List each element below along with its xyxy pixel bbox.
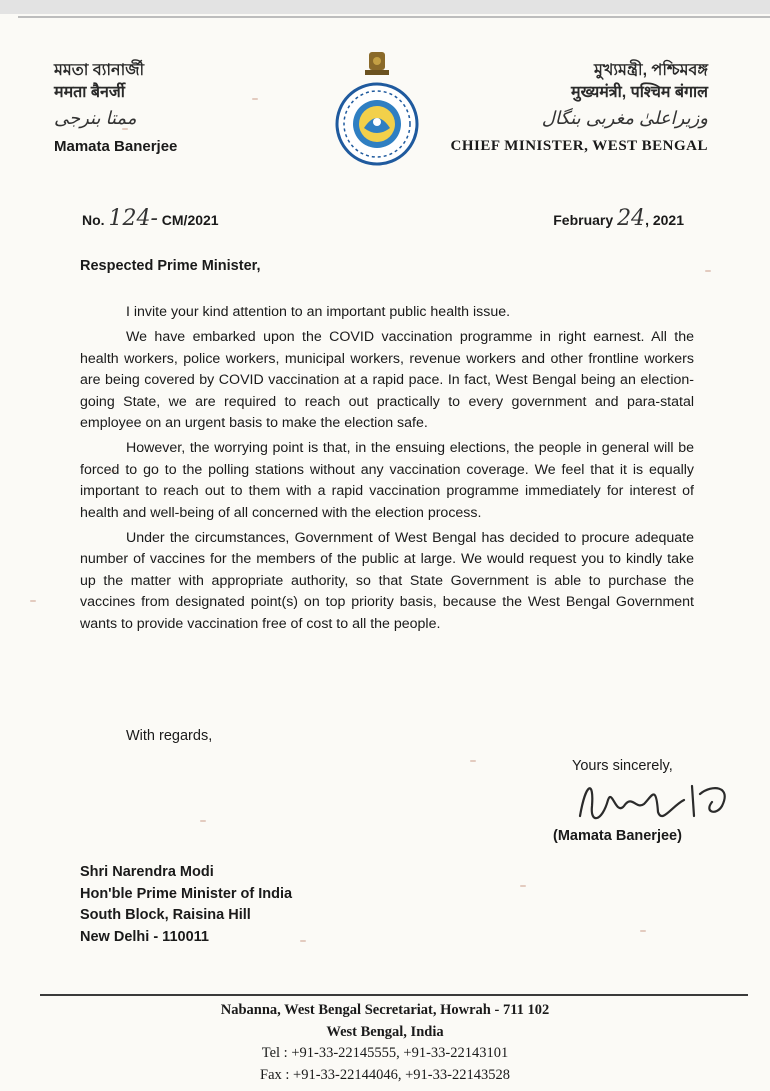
footer-region: West Bengal, India — [326, 1023, 444, 1040]
ref-prefix: No. — [82, 212, 105, 228]
letter-date — [553, 206, 684, 231]
hindi-title: मुख्यमंत्री, पश्चिम बंगाल — [571, 84, 708, 101]
letterhead-footer — [0, 1000, 770, 1086]
closing: Yours sincerely, — [572, 758, 673, 774]
footer-address: Nabanna, West Bengal Secretariat, Howrah - 711 102 — [220, 1002, 550, 1018]
paper-fleck — [30, 600, 36, 602]
paper-fleck — [520, 885, 526, 887]
paper-fleck — [252, 98, 258, 100]
paper-top-edge — [18, 16, 770, 18]
urdu-title: وزیراعلیٰ مغربی بنگال — [541, 108, 708, 128]
addressee-name: Shri Narendra Modi — [80, 864, 214, 880]
addressee-city: New Delhi - 110011 — [80, 928, 209, 945]
date-year: , 2021 — [645, 212, 684, 228]
date-day-handwritten: 24 — [617, 206, 646, 231]
date-month: February — [553, 212, 614, 228]
letterhead-right — [451, 60, 708, 155]
regards: With regards, — [126, 728, 213, 744]
paragraph: I invite your kind attention to an important public health issue. — [126, 304, 511, 320]
lion-capital-icon — [365, 52, 389, 75]
addressee-street: South Block, Raisina Hill — [80, 907, 251, 923]
paper-fleck — [470, 760, 476, 762]
paragraph: We have embarked upon the COVID vaccination programme in right earnest. All the health workers, police workers, municipal workers, revenue workers and other frontline workers are being covered by COVID vaccination at a rapid pace. In fact, West Bengal being an election-going State, we are required to reach out practically to every government and para-statal employee on an urgent basis to make the election safe. — [80, 329, 694, 432]
letter-body — [80, 302, 694, 639]
signatory-name: (Mamata Banerjee) — [553, 828, 682, 844]
paper-fleck — [300, 940, 306, 942]
paper-fleck — [705, 270, 711, 272]
biswa-bangla-seal-icon — [337, 84, 417, 164]
salutation: Respected Prime Minister, — [80, 258, 261, 274]
scan-top-margin — [0, 0, 770, 14]
paper-fleck — [640, 930, 646, 932]
footer-telephone: Tel : +91-33-22145555, +91-33-22143101 — [261, 1045, 509, 1061]
addressee-title: Hon'ble Prime Minister of India — [80, 885, 293, 902]
footer-fax: Fax : +91-33-22144046, +91-33-22143528 — [260, 1066, 510, 1083]
hindi-name: ममता बैनर्जी — [54, 84, 125, 101]
bengali-title: মুখ্যমন্ত্রী, পশ্চিমবঙ্গ — [593, 62, 708, 79]
letterhead-left — [54, 60, 177, 155]
footer-divider — [40, 994, 748, 996]
reference-number — [82, 206, 219, 231]
bengali-name: মমতা ব্যানার্জী — [54, 62, 145, 79]
paper-fleck — [200, 820, 206, 822]
paragraph: However, the worrying point is that, in the ensuing elections, the people in general will be forced to go to the polling stations without any vaccination coverage. We feel that it is equally important to reach out to them with a rapid vaccination programme immediately for interest of health and well-being of all concerned with the election process. — [80, 440, 694, 521]
english-name: Mamata Banerjee — [54, 138, 178, 155]
urdu-name: ممتا بنرجی — [54, 108, 137, 128]
english-title: CHIEF MINISTER, WEST BENGAL — [450, 138, 708, 154]
ref-number-handwritten: 124- — [108, 206, 158, 231]
west-bengal-emblem — [333, 50, 421, 168]
handwritten-signature — [572, 776, 742, 830]
paragraph: Under the circumstances, Government of West Bengal has decided to procure adequate number of vaccines for the members of the public at large. We would request you to kindly take up the matter with appropriate authority, so that State Government is able to purchase the vaccines from designated point(s) on top priority basis, because the West Bengal Government wants to provide vaccination free of cost to all the people. — [80, 530, 694, 632]
addressee-block — [80, 862, 292, 948]
ref-suffix: CM/2021 — [161, 212, 219, 228]
